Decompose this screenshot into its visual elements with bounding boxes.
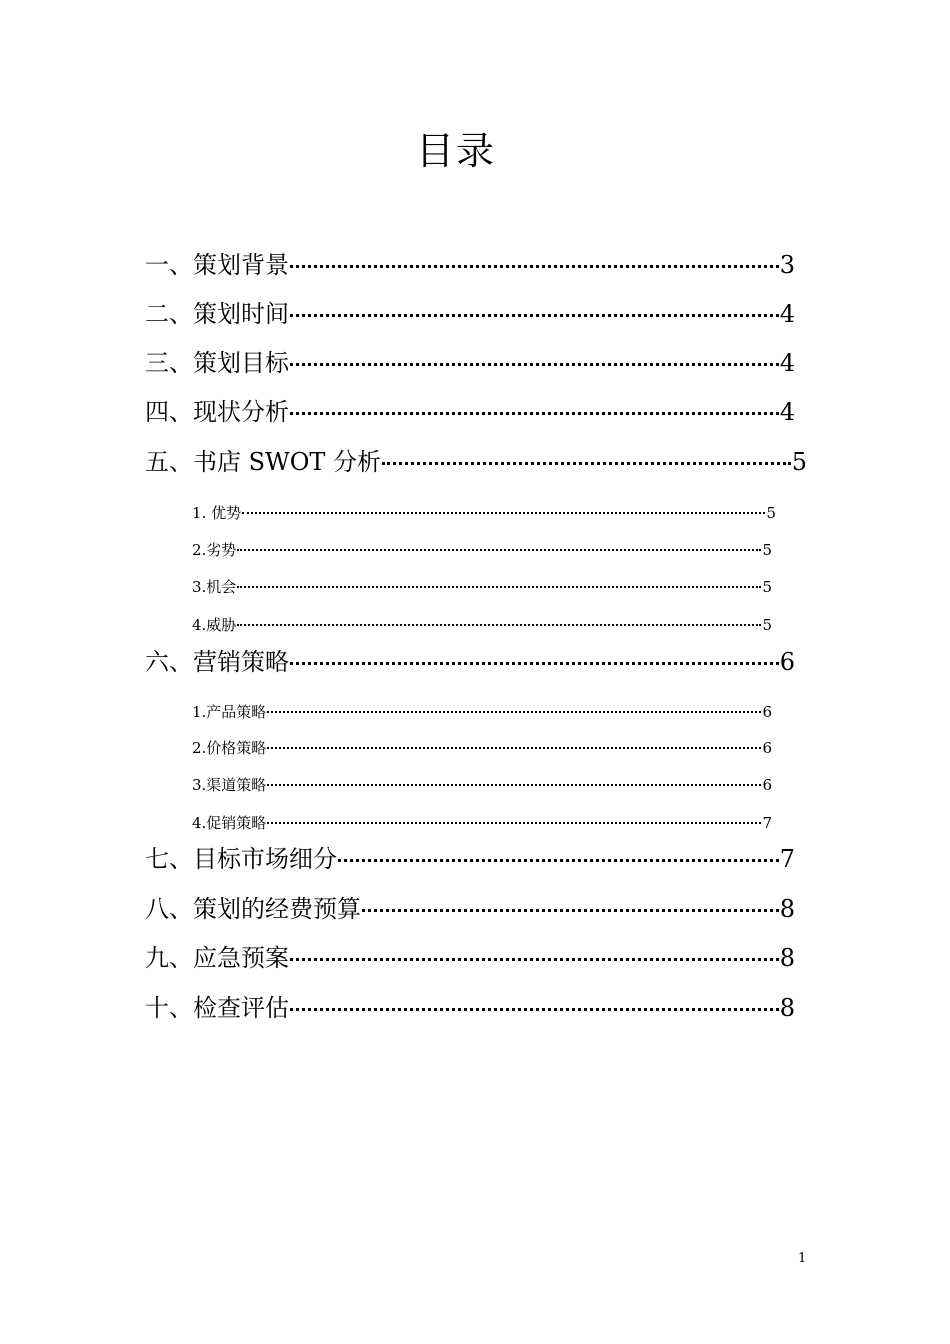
dot-leader: [290, 646, 779, 670]
dot-leader: [267, 775, 761, 790]
toc-page-number: 5: [762, 616, 772, 634]
toc-entry-label: 1.产品策略: [192, 703, 267, 721]
toc-entry[interactable]: [145, 249, 795, 281]
toc-entry-label: 三、策划目标: [145, 349, 289, 377]
toc-entry-label: 九、应急预案: [145, 944, 289, 972]
toc-page-number: 7: [779, 845, 795, 873]
dot-leader: [290, 396, 779, 420]
dot-leader: [290, 298, 779, 322]
dot-leader: [382, 446, 791, 470]
dot-leader: [237, 540, 761, 555]
dot-leader: [290, 347, 779, 371]
toc-entry-label: 一、策划背景: [145, 251, 289, 279]
toc-page-number: 6: [762, 776, 772, 794]
toc-entry[interactable]: [192, 539, 772, 561]
toc-entry-label: 3.渠道策略: [192, 776, 267, 794]
toc-entry-label: 十、检查评估: [145, 994, 289, 1022]
toc-entry[interactable]: [145, 646, 795, 678]
toc-entry-label: 3.机会: [192, 578, 237, 596]
dot-leader: [267, 813, 761, 828]
footer-page-number: 1: [798, 1251, 807, 1266]
dot-leader: [290, 942, 779, 966]
toc-entry[interactable]: [145, 446, 807, 478]
toc-page-number: 5: [766, 504, 776, 522]
dot-leader: [237, 615, 761, 630]
toc-entry[interactable]: [145, 298, 795, 330]
dot-leader: [267, 738, 761, 753]
toc-entry[interactable]: [192, 502, 776, 524]
toc-entry-label: 1. 优势: [192, 504, 242, 522]
toc-entry[interactable]: [145, 347, 795, 379]
toc-page-number: 4: [779, 398, 795, 426]
dot-leader: [338, 843, 779, 867]
toc-page-number: 5: [791, 448, 807, 476]
toc-page-number: 8: [779, 994, 795, 1022]
toc-entry-label: 2.劣势: [192, 541, 237, 559]
toc-entry[interactable]: [192, 576, 772, 598]
toc-page-number: 6: [779, 648, 795, 676]
toc-page-number: 5: [762, 541, 772, 559]
toc-entry-label: 八、策划的经费预算: [145, 895, 361, 923]
toc-entry[interactable]: [192, 737, 772, 759]
dot-leader: [242, 503, 765, 518]
toc-page-number: 7: [762, 814, 772, 832]
toc-entry-label: 4.威胁: [192, 616, 237, 634]
toc-page-number: 8: [779, 944, 795, 972]
toc-page-number: 3: [779, 251, 795, 279]
toc-entry[interactable]: [192, 614, 772, 636]
toc-page-number: 6: [762, 703, 772, 721]
toc-entry-label: 六、营销策略: [145, 648, 289, 676]
toc-page-number: 8: [779, 895, 795, 923]
toc-entry[interactable]: [192, 812, 772, 834]
dot-leader: [362, 893, 779, 917]
toc-entry-label: 七、目标市场细分: [145, 845, 337, 873]
dot-leader: [237, 577, 761, 592]
toc-entry[interactable]: [192, 701, 772, 723]
dot-leader: [267, 702, 761, 717]
toc-page-number: 4: [779, 300, 795, 328]
toc-entry[interactable]: [145, 843, 795, 875]
toc-entry-label: 四、现状分析: [145, 398, 289, 426]
toc-entry[interactable]: [145, 992, 795, 1024]
dot-leader: [290, 249, 779, 273]
toc-entry[interactable]: [145, 942, 795, 974]
toc-page-number: 6: [762, 739, 772, 757]
toc-entry[interactable]: [145, 893, 795, 925]
toc-entry[interactable]: [145, 396, 795, 428]
toc-page-number: 5: [762, 578, 772, 596]
toc-entry-label: 4.促销策略: [192, 814, 267, 832]
toc-entry-label: 五、书店 SWOT 分析: [145, 448, 382, 476]
toc-entry[interactable]: [192, 774, 772, 796]
dot-leader: [290, 992, 779, 1016]
page-title: 目录: [415, 129, 496, 173]
toc-entry-label: 2.价格策略: [192, 739, 267, 757]
toc-page-number: 4: [779, 349, 795, 377]
toc-entry-label: 二、策划时间: [145, 300, 289, 328]
